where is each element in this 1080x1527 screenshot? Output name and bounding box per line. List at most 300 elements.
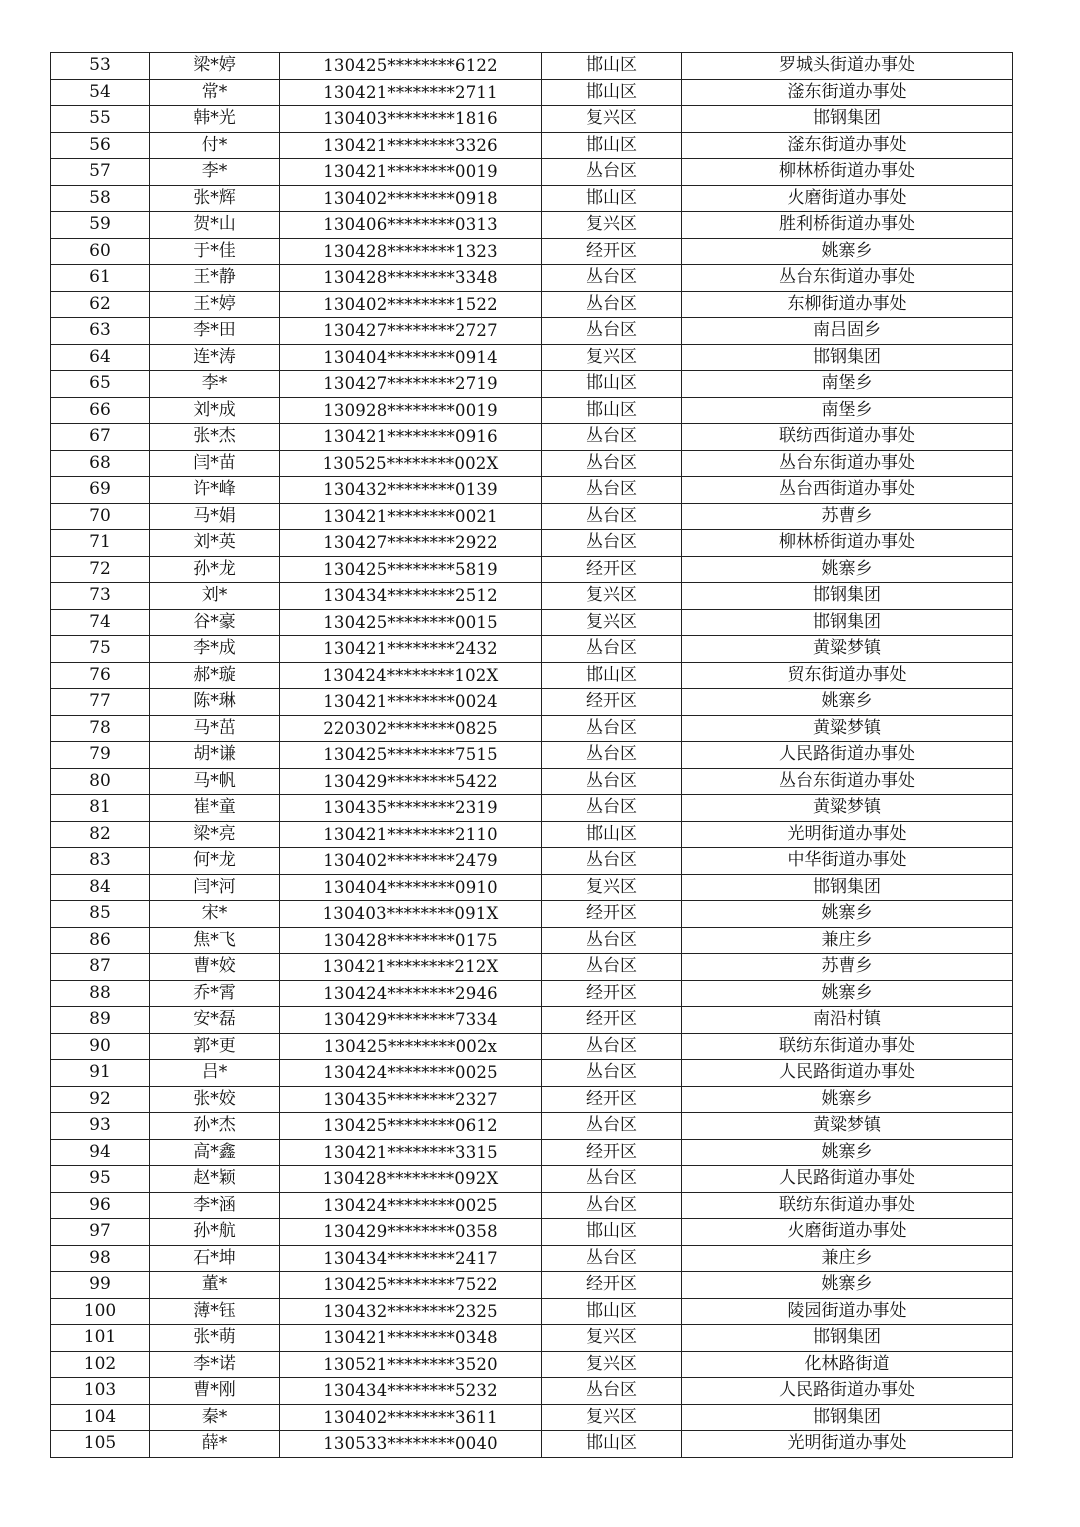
id-number: 130404********0910 — [280, 874, 542, 901]
row-number: 84 — [51, 874, 150, 901]
row-number: 71 — [51, 530, 150, 557]
district: 复兴区 — [542, 874, 682, 901]
person-name: 许*峰 — [150, 477, 280, 504]
table-row — [51, 318, 1013, 345]
district: 丛台区 — [542, 954, 682, 981]
person-name: 常* — [150, 79, 280, 106]
person-name: 郭*更 — [150, 1033, 280, 1060]
street-office: 丛台东街道办事处 — [682, 768, 1013, 795]
id-number: 130425********0015 — [280, 609, 542, 636]
id-number: 130429********5422 — [280, 768, 542, 795]
id-number: 130421********0019 — [280, 159, 542, 186]
district: 丛台区 — [542, 159, 682, 186]
street-office: 丛台东街道办事处 — [682, 265, 1013, 292]
district: 经开区 — [542, 556, 682, 583]
district: 邯山区 — [542, 821, 682, 848]
district: 邯山区 — [542, 1431, 682, 1458]
id-number: 130533********0040 — [280, 1431, 542, 1458]
row-number: 76 — [51, 662, 150, 689]
district: 复兴区 — [542, 583, 682, 610]
table-row — [51, 901, 1013, 928]
row-number: 61 — [51, 265, 150, 292]
district: 丛台区 — [542, 1060, 682, 1087]
street-office: 东柳街道办事处 — [682, 291, 1013, 318]
row-number: 55 — [51, 106, 150, 133]
table-row — [51, 397, 1013, 424]
district: 丛台区 — [542, 1113, 682, 1140]
id-number: 130406********0313 — [280, 212, 542, 239]
row-number: 68 — [51, 450, 150, 477]
street-office: 联纺东街道办事处 — [682, 1192, 1013, 1219]
id-number: 130425********7515 — [280, 742, 542, 769]
row-number: 66 — [51, 397, 150, 424]
table-row — [51, 795, 1013, 822]
roster-table — [50, 52, 1013, 1458]
person-name: 曹*刚 — [150, 1378, 280, 1405]
street-office: 丛台西街道办事处 — [682, 477, 1013, 504]
street-office: 胜利桥街道办事处 — [682, 212, 1013, 239]
table-row — [51, 689, 1013, 716]
person-name: 胡*谦 — [150, 742, 280, 769]
person-name: 于*佳 — [150, 238, 280, 265]
person-name: 郝*璇 — [150, 662, 280, 689]
person-name: 李* — [150, 159, 280, 186]
district: 邯山区 — [542, 132, 682, 159]
id-number: 130403********091X — [280, 901, 542, 928]
row-number: 92 — [51, 1086, 150, 1113]
row-number: 78 — [51, 715, 150, 742]
id-number: 130404********0914 — [280, 344, 542, 371]
street-office: 姚寨乡 — [682, 238, 1013, 265]
district: 丛台区 — [542, 1166, 682, 1193]
district: 丛台区 — [542, 927, 682, 954]
district: 丛台区 — [542, 768, 682, 795]
row-number: 86 — [51, 927, 150, 954]
row-number: 87 — [51, 954, 150, 981]
district: 邯山区 — [542, 1298, 682, 1325]
person-name: 谷*豪 — [150, 609, 280, 636]
street-office: 南堡乡 — [682, 371, 1013, 398]
street-office: 姚寨乡 — [682, 980, 1013, 1007]
id-number: 130525********002X — [280, 450, 542, 477]
table-row — [51, 556, 1013, 583]
person-name: 董* — [150, 1272, 280, 1299]
district: 丛台区 — [542, 1033, 682, 1060]
table-row — [51, 185, 1013, 212]
row-number: 79 — [51, 742, 150, 769]
table-row — [51, 159, 1013, 186]
person-name: 梁*亮 — [150, 821, 280, 848]
district: 邯山区 — [542, 79, 682, 106]
row-number: 70 — [51, 503, 150, 530]
person-name: 马*帆 — [150, 768, 280, 795]
table-row — [51, 1007, 1013, 1034]
table-row — [51, 1139, 1013, 1166]
id-number: 130425********5819 — [280, 556, 542, 583]
row-number: 98 — [51, 1245, 150, 1272]
row-number: 91 — [51, 1060, 150, 1087]
id-number: 130432********2325 — [280, 1298, 542, 1325]
district: 复兴区 — [542, 1325, 682, 1352]
street-office: 联纺西街道办事处 — [682, 424, 1013, 451]
table-row — [51, 265, 1013, 292]
id-number: 130428********092X — [280, 1166, 542, 1193]
table-row — [51, 1245, 1013, 1272]
table-row — [51, 1431, 1013, 1458]
street-office: 姚寨乡 — [682, 901, 1013, 928]
person-name: 李*涵 — [150, 1192, 280, 1219]
table-row — [51, 371, 1013, 398]
street-office: 姚寨乡 — [682, 1272, 1013, 1299]
id-number: 130402********1522 — [280, 291, 542, 318]
table-row — [51, 212, 1013, 239]
person-name: 赵*颖 — [150, 1166, 280, 1193]
district: 丛台区 — [542, 291, 682, 318]
row-number: 64 — [51, 344, 150, 371]
id-number: 130428********3348 — [280, 265, 542, 292]
table-row — [51, 291, 1013, 318]
street-office: 邯钢集团 — [682, 344, 1013, 371]
person-name: 连*涛 — [150, 344, 280, 371]
row-number: 89 — [51, 1007, 150, 1034]
district: 丛台区 — [542, 424, 682, 451]
street-office: 姚寨乡 — [682, 689, 1013, 716]
person-name: 韩*光 — [150, 106, 280, 133]
street-office: 罗城头街道办事处 — [682, 53, 1013, 80]
id-number: 130402********3611 — [280, 1404, 542, 1431]
table-row — [51, 1219, 1013, 1246]
street-office: 人民路街道办事处 — [682, 1060, 1013, 1087]
street-office: 邯钢集团 — [682, 874, 1013, 901]
table-row — [51, 1298, 1013, 1325]
street-office: 丛台东街道办事处 — [682, 450, 1013, 477]
street-office: 光明街道办事处 — [682, 1431, 1013, 1458]
table-row — [51, 106, 1013, 133]
district: 丛台区 — [542, 450, 682, 477]
id-number: 130421********0021 — [280, 503, 542, 530]
id-number: 130425********7522 — [280, 1272, 542, 1299]
district: 复兴区 — [542, 1351, 682, 1378]
person-name: 乔*霄 — [150, 980, 280, 1007]
row-number: 58 — [51, 185, 150, 212]
table-row — [51, 503, 1013, 530]
street-office: 火磨街道办事处 — [682, 1219, 1013, 1246]
row-number: 94 — [51, 1139, 150, 1166]
row-number: 93 — [51, 1113, 150, 1140]
id-number: 130429********7334 — [280, 1007, 542, 1034]
street-office: 贸东街道办事处 — [682, 662, 1013, 689]
table-row — [51, 874, 1013, 901]
district: 经开区 — [542, 1086, 682, 1113]
district: 丛台区 — [542, 477, 682, 504]
district: 邯山区 — [542, 1219, 682, 1246]
row-number: 99 — [51, 1272, 150, 1299]
person-name: 吕* — [150, 1060, 280, 1087]
row-number: 100 — [51, 1298, 150, 1325]
table-row — [51, 954, 1013, 981]
table-row — [51, 1325, 1013, 1352]
district: 丛台区 — [542, 742, 682, 769]
person-name: 李*田 — [150, 318, 280, 345]
street-office: 兼庄乡 — [682, 1245, 1013, 1272]
table-row — [51, 132, 1013, 159]
roster-table-body — [51, 53, 1013, 1458]
table-row — [51, 715, 1013, 742]
district: 复兴区 — [542, 106, 682, 133]
person-name: 李*诺 — [150, 1351, 280, 1378]
street-office: 黄粱梦镇 — [682, 636, 1013, 663]
street-office: 南沿村镇 — [682, 1007, 1013, 1034]
person-name: 张*杰 — [150, 424, 280, 451]
id-number: 130402********2479 — [280, 848, 542, 875]
district: 邯山区 — [542, 662, 682, 689]
street-office: 人民路街道办事处 — [682, 1166, 1013, 1193]
person-name: 李* — [150, 371, 280, 398]
id-number: 130403********1816 — [280, 106, 542, 133]
district: 经开区 — [542, 1139, 682, 1166]
person-name: 薄*钰 — [150, 1298, 280, 1325]
district: 邯山区 — [542, 53, 682, 80]
id-number: 130434********2417 — [280, 1245, 542, 1272]
district: 丛台区 — [542, 795, 682, 822]
person-name: 马*娟 — [150, 503, 280, 530]
street-office: 联纺东街道办事处 — [682, 1033, 1013, 1060]
table-row — [51, 1404, 1013, 1431]
row-number: 73 — [51, 583, 150, 610]
person-name: 王*静 — [150, 265, 280, 292]
district: 邯山区 — [542, 185, 682, 212]
row-number: 59 — [51, 212, 150, 239]
table-row — [51, 1060, 1013, 1087]
id-number: 130421********212X — [280, 954, 542, 981]
person-name: 陈*琳 — [150, 689, 280, 716]
person-name: 刘*英 — [150, 530, 280, 557]
street-office: 黄粱梦镇 — [682, 795, 1013, 822]
table-row — [51, 742, 1013, 769]
row-number: 80 — [51, 768, 150, 795]
person-name: 孙*杰 — [150, 1113, 280, 1140]
table-row — [51, 1351, 1013, 1378]
street-office: 姚寨乡 — [682, 1086, 1013, 1113]
id-number: 130421********3315 — [280, 1139, 542, 1166]
table-row — [51, 609, 1013, 636]
row-number: 77 — [51, 689, 150, 716]
id-number: 130928********0019 — [280, 397, 542, 424]
row-number: 63 — [51, 318, 150, 345]
district: 复兴区 — [542, 212, 682, 239]
street-office: 黄粱梦镇 — [682, 715, 1013, 742]
id-number: 130435********2319 — [280, 795, 542, 822]
table-row — [51, 1033, 1013, 1060]
district: 丛台区 — [542, 715, 682, 742]
person-name: 王*婷 — [150, 291, 280, 318]
street-office: 黄粱梦镇 — [682, 1113, 1013, 1140]
person-name: 宋* — [150, 901, 280, 928]
row-number: 54 — [51, 79, 150, 106]
person-name: 马*茁 — [150, 715, 280, 742]
id-number: 130521********3520 — [280, 1351, 542, 1378]
table-row — [51, 344, 1013, 371]
table-row — [51, 848, 1013, 875]
district: 经开区 — [542, 901, 682, 928]
district: 丛台区 — [542, 848, 682, 875]
row-number: 57 — [51, 159, 150, 186]
row-number: 95 — [51, 1166, 150, 1193]
table-row — [51, 927, 1013, 954]
person-name: 张*姣 — [150, 1086, 280, 1113]
row-number: 85 — [51, 901, 150, 928]
id-number: 130429********0358 — [280, 1219, 542, 1246]
row-number: 56 — [51, 132, 150, 159]
row-number: 90 — [51, 1033, 150, 1060]
district: 丛台区 — [542, 503, 682, 530]
street-office: 邯钢集团 — [682, 106, 1013, 133]
table-row — [51, 1113, 1013, 1140]
id-number: 130425********002x — [280, 1033, 542, 1060]
district: 丛台区 — [542, 1192, 682, 1219]
id-number: 130425********0612 — [280, 1113, 542, 1140]
row-number: 88 — [51, 980, 150, 1007]
person-name: 付* — [150, 132, 280, 159]
person-name: 石*坤 — [150, 1245, 280, 1272]
person-name: 薛* — [150, 1431, 280, 1458]
id-number: 130434********5232 — [280, 1378, 542, 1405]
person-name: 崔*童 — [150, 795, 280, 822]
table-row — [51, 79, 1013, 106]
street-office: 中华街道办事处 — [682, 848, 1013, 875]
district: 复兴区 — [542, 609, 682, 636]
person-name: 秦* — [150, 1404, 280, 1431]
street-office: 苏曹乡 — [682, 954, 1013, 981]
person-name: 刘*成 — [150, 397, 280, 424]
street-office: 姚寨乡 — [682, 1139, 1013, 1166]
row-number: 81 — [51, 795, 150, 822]
table-row — [51, 636, 1013, 663]
table-row — [51, 1378, 1013, 1405]
row-number: 103 — [51, 1378, 150, 1405]
table-row — [51, 1166, 1013, 1193]
id-number: 130428********1323 — [280, 238, 542, 265]
table-row — [51, 1192, 1013, 1219]
person-name: 孙*航 — [150, 1219, 280, 1246]
person-name: 贺*山 — [150, 212, 280, 239]
row-number: 104 — [51, 1404, 150, 1431]
id-number: 130425********6122 — [280, 53, 542, 80]
id-number: 130424********102X — [280, 662, 542, 689]
person-name: 闫*河 — [150, 874, 280, 901]
row-number: 75 — [51, 636, 150, 663]
row-number: 72 — [51, 556, 150, 583]
row-number: 83 — [51, 848, 150, 875]
row-number: 74 — [51, 609, 150, 636]
table-row — [51, 1272, 1013, 1299]
street-office: 光明街道办事处 — [682, 821, 1013, 848]
street-office: 火磨街道办事处 — [682, 185, 1013, 212]
id-number: 130435********2327 — [280, 1086, 542, 1113]
table-row — [51, 980, 1013, 1007]
person-name: 孙*龙 — [150, 556, 280, 583]
id-number: 130421********2711 — [280, 79, 542, 106]
street-office: 化林路街道 — [682, 1351, 1013, 1378]
id-number: 130427********2719 — [280, 371, 542, 398]
district: 丛台区 — [542, 636, 682, 663]
id-number: 130434********2512 — [280, 583, 542, 610]
district: 复兴区 — [542, 1404, 682, 1431]
id-number: 220302********0825 — [280, 715, 542, 742]
person-name: 李*成 — [150, 636, 280, 663]
street-office: 南堡乡 — [682, 397, 1013, 424]
district: 丛台区 — [542, 265, 682, 292]
row-number: 67 — [51, 424, 150, 451]
id-number: 130421********2432 — [280, 636, 542, 663]
street-office: 邯钢集团 — [682, 1404, 1013, 1431]
district: 丛台区 — [542, 318, 682, 345]
id-number: 130432********0139 — [280, 477, 542, 504]
person-name: 张*辉 — [150, 185, 280, 212]
table-row — [51, 530, 1013, 557]
street-office: 人民路街道办事处 — [682, 1378, 1013, 1405]
id-number: 130421********3326 — [280, 132, 542, 159]
table-row — [51, 238, 1013, 265]
street-office: 滏东街道办事处 — [682, 132, 1013, 159]
person-name: 张*萌 — [150, 1325, 280, 1352]
person-name: 焦*飞 — [150, 927, 280, 954]
district: 经开区 — [542, 980, 682, 1007]
row-number: 82 — [51, 821, 150, 848]
id-number: 130421********0916 — [280, 424, 542, 451]
row-number: 101 — [51, 1325, 150, 1352]
street-office: 南吕固乡 — [682, 318, 1013, 345]
row-number: 102 — [51, 1351, 150, 1378]
street-office: 兼庄乡 — [682, 927, 1013, 954]
row-number: 69 — [51, 477, 150, 504]
table-row — [51, 821, 1013, 848]
street-office: 陵园街道办事处 — [682, 1298, 1013, 1325]
street-office: 姚寨乡 — [682, 556, 1013, 583]
person-name: 刘* — [150, 583, 280, 610]
table-row — [51, 768, 1013, 795]
person-name: 何*龙 — [150, 848, 280, 875]
row-number: 96 — [51, 1192, 150, 1219]
id-number: 130424********0025 — [280, 1192, 542, 1219]
district: 邯山区 — [542, 371, 682, 398]
id-number: 130402********0918 — [280, 185, 542, 212]
district: 经开区 — [542, 1272, 682, 1299]
table-row — [51, 1086, 1013, 1113]
street-office: 邯钢集团 — [682, 1325, 1013, 1352]
id-number: 130421********0348 — [280, 1325, 542, 1352]
table-row — [51, 477, 1013, 504]
street-office: 滏东街道办事处 — [682, 79, 1013, 106]
id-number: 130421********2110 — [280, 821, 542, 848]
id-number: 130421********0024 — [280, 689, 542, 716]
id-number: 130424********2946 — [280, 980, 542, 1007]
row-number: 97 — [51, 1219, 150, 1246]
row-number: 65 — [51, 371, 150, 398]
street-office: 邯钢集团 — [682, 583, 1013, 610]
row-number: 53 — [51, 53, 150, 80]
district: 复兴区 — [542, 344, 682, 371]
street-office: 柳林桥街道办事处 — [682, 159, 1013, 186]
id-number: 130424********0025 — [280, 1060, 542, 1087]
table-row — [51, 53, 1013, 80]
person-name: 闫*苗 — [150, 450, 280, 477]
street-office: 柳林桥街道办事处 — [682, 530, 1013, 557]
district: 经开区 — [542, 689, 682, 716]
district: 经开区 — [542, 238, 682, 265]
district: 经开区 — [542, 1007, 682, 1034]
street-office: 人民路街道办事处 — [682, 742, 1013, 769]
